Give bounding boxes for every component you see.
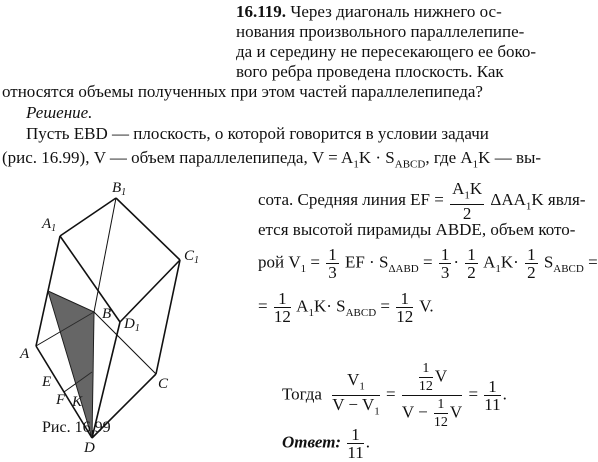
problem-line-5: относятся объемы полученных при этом частей параллелепипеда?	[2, 82, 483, 101]
problem-line-3: да и середину не пересекающего ее боко-	[236, 42, 537, 61]
label-F: F	[56, 392, 66, 408]
solution-heading: Решение.	[26, 103, 93, 122]
right-line-2: ется высотой пирамиды ABDE, объем кото-	[258, 220, 576, 239]
then-line: Тогда $\frac{V_1}{V - V_1}$ = $\frac{1}{12}$ V V − $\frac{1}{12}$ V = $\frac{1}{11}$ .	[282, 361, 507, 430]
right-line-1: сота. Средняя линия EF = $\frac{A_1K}{2}$ $\Delta AA_1K$ явля-	[258, 179, 586, 224]
label-C1: $C_1$	[184, 248, 200, 266]
problem-line-1	[236, 2, 502, 22]
answer-line: Ответ: $\frac{1}{11}$ .	[282, 425, 370, 462]
fraction-A1K-2: $\frac{A_1K}{2}$	[452, 179, 483, 224]
right-line-3: рой $V_1$ = $\frac{1}{3}$ EF · $S_{\Delta ABD}$ = $\frac{1}{3}$ · $\frac{1}{2}$ $A_1K\cdot$ $\frac{1}{2}$ $S_{ABCD}$ =	[258, 245, 598, 282]
figure-caption: Рис. 16.99	[42, 419, 111, 436]
label-D: D	[84, 440, 95, 456]
figure-hidden-edges	[36, 198, 156, 438]
right-line-4: = $\frac{1}{12}$ $A_1K\cdot S_{ABCD}$ = $\frac{1}{12}$ V.	[258, 289, 434, 326]
label-A: A	[20, 346, 30, 362]
label-D1: $D_1$	[124, 316, 140, 334]
parallelepiped-figure	[8, 176, 248, 456]
label-A1: $A_1$	[42, 216, 57, 234]
label-B1: $B_1$	[112, 180, 127, 198]
problem-line-2: нования произвольного параллелепипе-	[236, 22, 525, 41]
label-C: C	[158, 376, 169, 392]
problem-number: 16.119.	[236, 2, 287, 21]
intro-line-2: (рис. 16.99), V — объем параллелепипеда, $V = A_1K \cdot S_{ABCD}$, где $A_1K$ — вы-	[2, 148, 542, 171]
intro-line-1: Пусть EBD — плоскость, о которой говорится в условии задачи	[26, 124, 489, 143]
shaded-section	[48, 291, 94, 438]
label-E: E	[42, 374, 52, 390]
label-B: B	[102, 306, 112, 322]
problem-line-4: вого ребра проведена плоскость. Как	[236, 62, 504, 81]
label-K: K	[72, 394, 83, 410]
problem-text-1: Через диагональ нижнего ос-	[290, 2, 502, 21]
